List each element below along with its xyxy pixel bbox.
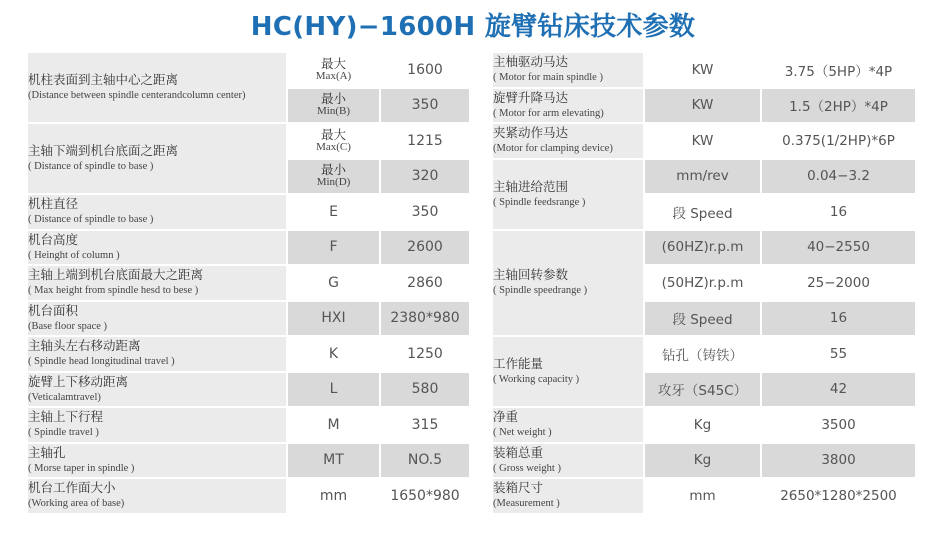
label-zh: 装箱总重 — [493, 444, 544, 460]
row-label — [493, 89, 645, 123]
label-zh: 主轴回转参数 — [493, 267, 569, 283]
row-label — [28, 337, 288, 371]
value-cell: 1600 — [381, 53, 471, 87]
row-label — [493, 53, 645, 87]
sub-label-zh: 最大 — [320, 126, 346, 142]
value-cell: 1250 — [381, 337, 471, 371]
value-cell: 3.75（5HP）*4P — [762, 53, 917, 87]
row-label — [28, 444, 288, 478]
code-cell: MT — [288, 444, 381, 478]
value-cell: 1215 — [381, 124, 471, 158]
row-label — [28, 266, 288, 300]
table-row — [493, 89, 917, 123]
label-zh: 主轴头左右移动距离 — [28, 338, 141, 354]
code-cell: HXI — [288, 302, 381, 336]
value-cell: 580 — [381, 373, 471, 407]
right-spec-table — [493, 51, 917, 515]
table-row — [493, 53, 917, 87]
unit-cell: KW — [645, 53, 762, 87]
code-cell: G — [288, 266, 381, 300]
label-zh: 机台高度 — [28, 231, 79, 247]
label-zh: 工作能量 — [493, 356, 544, 371]
value-cell: 350 — [381, 195, 471, 229]
value-cell: 2600 — [381, 231, 471, 265]
sub-label — [288, 160, 381, 194]
code-cell: M — [288, 408, 381, 442]
table-row — [493, 124, 917, 158]
label-en: (Base floor space ) — [28, 320, 108, 332]
label-en: ( Spindle feedsrange ) — [493, 196, 586, 208]
value-cell: 3800 — [762, 444, 917, 478]
label-zh: 夹紧动作马达 — [493, 125, 569, 141]
row-label — [28, 479, 288, 513]
row-label — [493, 479, 645, 513]
table-row — [28, 444, 471, 478]
row-label — [28, 408, 288, 442]
row-label — [28, 195, 288, 229]
label-zh: 机台工作面大小 — [28, 480, 116, 496]
unit-cell: (60HZ)r.p.m — [645, 231, 762, 265]
label-en: (Working area of base) — [28, 498, 125, 510]
value-cell: 16 — [762, 302, 917, 336]
code-cell: E — [288, 195, 381, 229]
label-en: ( Max height from spindle hesd to bese ) — [28, 285, 199, 297]
left-spec-table — [28, 51, 471, 515]
unit-cell: (50HZ)r.p.m — [645, 266, 762, 300]
table-row — [28, 231, 471, 265]
sub-label — [288, 124, 381, 158]
row-label — [493, 160, 645, 229]
unit-cell: KW — [645, 89, 762, 123]
unit-cell: Kg — [645, 444, 762, 478]
value-cell: 1.5（2HP）*4P — [762, 89, 917, 123]
table-row — [493, 479, 917, 513]
value-cell: NO.5 — [381, 444, 471, 478]
label-zh: 机柱直径 — [28, 196, 79, 212]
label-en: ( Motor for main spindle ) — [493, 72, 603, 84]
code-cell: K — [288, 337, 381, 371]
table-row — [493, 444, 917, 478]
value-cell: 2650*1280*2500 — [762, 479, 917, 513]
label-zh: 主轴下端到机台底面之距离 — [28, 143, 179, 158]
sub-label-en: Max(C) — [316, 140, 351, 153]
label-en: ( Motor for arm elevating) — [493, 107, 604, 119]
value-cell: 0.375(1/2HP)*6P — [762, 124, 917, 158]
unit-cell: 攻牙（S45C） — [645, 373, 762, 407]
row-label — [28, 124, 288, 193]
value-cell: 0.04−3.2 — [762, 160, 917, 194]
table-row — [28, 408, 471, 442]
sub-label-zh: 最小 — [320, 91, 346, 107]
sub-label — [288, 53, 381, 87]
table-row — [28, 337, 471, 371]
row-label — [28, 53, 288, 122]
sub-label — [288, 89, 381, 123]
label-zh: 主轴上下行程 — [28, 409, 104, 425]
label-zh: 装箱尺寸 — [493, 480, 544, 496]
code-cell: F — [288, 231, 381, 265]
value-cell: 2380*980 — [381, 302, 471, 336]
label-en: ( Spindle head longitudinal travel ) — [28, 356, 175, 368]
code-cell: L — [288, 373, 381, 407]
sub-label-en: Max(A) — [315, 69, 352, 82]
value-cell: 55 — [762, 337, 917, 371]
label-zh: 机台面积 — [28, 302, 79, 318]
unit-cell: Kg — [645, 408, 762, 442]
label-zh: 主轴上端到机台底面最大之距离 — [28, 267, 204, 283]
value-cell: 3500 — [762, 408, 917, 442]
table-row — [28, 195, 471, 229]
value-cell: 350 — [381, 89, 471, 123]
table-row — [493, 231, 917, 265]
label-en: ( Heinght of column ) — [28, 249, 120, 261]
table-row — [493, 160, 917, 194]
table-row — [28, 302, 471, 336]
label-en: (Distance between spindle centerandcolumn center) — [28, 90, 246, 101]
table-row — [493, 337, 917, 371]
label-en: (Veticalamtravel) — [28, 391, 101, 403]
unit-cell: 钻孔（铸铁） — [645, 337, 762, 371]
unit-cell: 段 Speed — [645, 195, 762, 229]
label-en: (Motor for clamping device) — [493, 143, 613, 155]
label-en: ( Distance of spindle to base ) — [28, 214, 154, 226]
label-zh: 主轴孔 — [28, 444, 66, 460]
label-zh: 机柱表面到主轴中心之距离 — [28, 72, 179, 87]
value-cell: 1650*980 — [381, 479, 471, 513]
row-label — [493, 444, 645, 478]
label-zh: 主柚驱动马达 — [493, 54, 569, 70]
label-zh: 旋臂升降马达 — [493, 89, 569, 105]
row-label — [493, 231, 645, 336]
page-title: HC(HY)−1600H 旋臂钻床技术参数 — [250, 12, 696, 42]
label-zh: 旋臂上下移动距离 — [28, 373, 129, 389]
value-cell: 16 — [762, 195, 917, 229]
label-zh: 净重 — [493, 409, 519, 425]
unit-cell: 段 Speed — [645, 302, 762, 336]
table-row — [28, 479, 471, 513]
sub-label-en: Min(D) — [316, 176, 351, 189]
label-en: ( Distance of spindle to base ) — [28, 161, 154, 172]
row-label — [493, 337, 645, 406]
table-row — [28, 373, 471, 407]
sub-label-zh: 最小 — [320, 162, 346, 178]
table-row — [493, 408, 917, 442]
unit-cell: mm/rev — [645, 160, 762, 194]
row-label — [493, 124, 645, 158]
value-cell: 2860 — [381, 266, 471, 300]
table-row — [28, 124, 471, 158]
row-label — [28, 231, 288, 265]
code-cell: mm — [288, 479, 381, 513]
label-zh: 主轴进给范围 — [493, 178, 569, 194]
value-cell: 42 — [762, 373, 917, 407]
label-en: ( Gross weight ) — [493, 462, 561, 474]
table-row — [28, 266, 471, 300]
value-cell: 25−2000 — [762, 266, 917, 300]
value-cell: 315 — [381, 408, 471, 442]
row-label — [28, 373, 288, 407]
table-row — [28, 53, 471, 87]
label-en: (Measurement ) — [493, 498, 560, 510]
row-label — [493, 408, 645, 442]
label-en: ( Spindle speedrange ) — [493, 285, 588, 297]
label-en: ( Working capacity ) — [493, 374, 580, 385]
unit-cell: KW — [645, 124, 762, 158]
sub-label-en: Min(B) — [317, 105, 350, 118]
unit-cell: mm — [645, 479, 762, 513]
row-label — [28, 302, 288, 336]
label-en: ( Net weight ) — [493, 427, 552, 439]
label-en: ( Morse taper in spindle ) — [28, 462, 135, 474]
sub-label-zh: 最大 — [320, 55, 346, 71]
label-en: ( Spindle travel ) — [28, 427, 99, 439]
value-cell: 40−2550 — [762, 231, 917, 265]
value-cell: 320 — [381, 160, 471, 194]
